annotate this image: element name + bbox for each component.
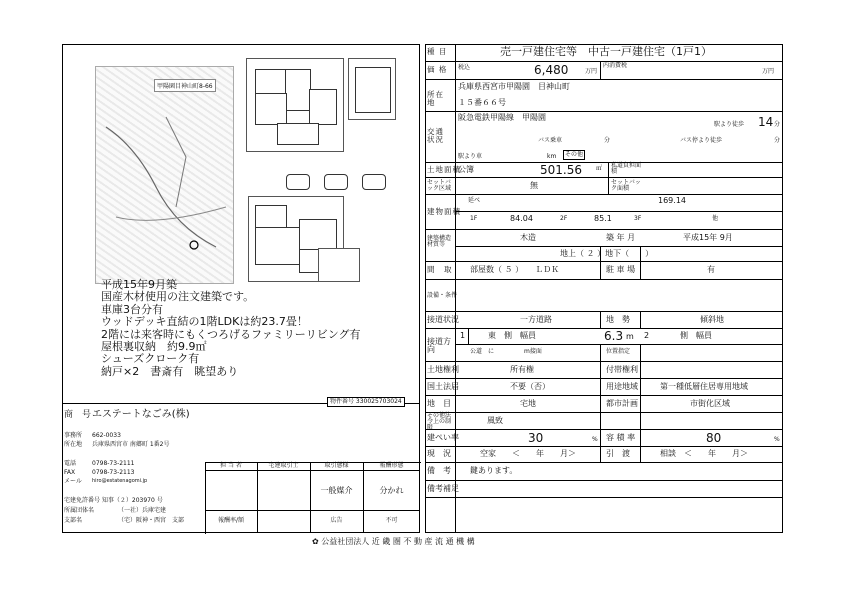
trade-name: エステートなごみ(株) (92, 409, 190, 420)
bus-walk-min: 分 (774, 137, 781, 144)
coverage-label: 建ぺい率 (427, 433, 459, 442)
header-person: 担 当 者 (220, 462, 242, 469)
zoning-value: 第一種低層住居専用地域 (660, 382, 748, 391)
facility-label: 設備・条件 (427, 292, 458, 299)
floors-value: 地上（ ２ ）地下（ ） (560, 249, 654, 258)
floor-plan-deck (318, 248, 360, 282)
land-area-value: 501.56 (540, 163, 582, 177)
office-address: 兵庫県西宮市 南郷町 1番2号 (92, 441, 170, 448)
road-width-unit: m (626, 332, 634, 341)
map-label: 甲陽園目神山町8-66 (154, 79, 216, 92)
sqm-unit: ㎡ (596, 165, 603, 172)
walk-unit: 分 (774, 121, 781, 128)
coverage-unit: % (592, 436, 598, 443)
land-area-label: 土地面積 (427, 165, 461, 174)
setback-label: セットバック区域 (427, 179, 452, 192)
header-form: 取引態様 (324, 462, 349, 469)
remarks-value: 鍵あります。 (470, 466, 518, 475)
price-label: 価 格 (427, 65, 448, 74)
desc-line: 平成15年9月築 (101, 278, 177, 291)
desc-line: ウッドデッキ直結の1階LDKは約23.7畳！ (101, 315, 308, 329)
f2-label: 2F (560, 215, 568, 222)
assoc-label: 所属団体名 (64, 507, 95, 514)
layout-value: 部屋数（ ５ ） ＬＤＫ (470, 265, 560, 274)
tax-label: 内消費税 (603, 62, 628, 69)
property-description (101, 279, 361, 378)
price-unit: 万円 (585, 68, 598, 75)
train-line: 阪急電鉄甲陽線 甲陽園 (458, 113, 546, 122)
direction-2: 2 (644, 331, 650, 340)
walk-label: 駅より徒歩 (714, 121, 745, 128)
memo-label: 備考補足 (427, 484, 459, 493)
attached-right-label: 付帯権利 (606, 365, 638, 374)
office-zip: 662-0033 (92, 432, 121, 439)
kind-label: 種 目 (427, 47, 448, 56)
price-value: 6,480 (534, 63, 569, 77)
header-fee: 報酬形態 (379, 462, 404, 469)
trade-label: 商 号 (64, 410, 92, 420)
desc-line: 2階には来客時にもくつろげるファミリーリビング有 (101, 327, 361, 341)
total-area-value: 169.14 (658, 196, 686, 205)
status-value: 空家 ＜ 年 月＞ (480, 449, 576, 458)
road-label: 接道状況 (427, 315, 459, 324)
walk-minutes: 14 (758, 115, 774, 129)
floor-plan-roof (348, 58, 396, 120)
city-plan-label: 都市計画 (606, 399, 638, 408)
direction-1: 1 (460, 331, 466, 340)
far-value: 80 (706, 431, 722, 445)
land-area-type: 公簿 (458, 165, 474, 174)
land-law-label: 国土法届 (427, 382, 459, 391)
branch-label: 支部名 (64, 517, 83, 524)
other-area-label: 他 (712, 215, 719, 222)
land-right-value: 所有権 (510, 365, 534, 374)
zoning-label: 用途地域 (606, 382, 638, 391)
f1-label: 1F (470, 215, 478, 222)
f1-area: 84.04 (510, 214, 533, 223)
other-traffic: その他 (565, 151, 584, 158)
land-right-label: 土地権利 (427, 365, 459, 374)
f2-area: 85.1 (594, 214, 612, 223)
fee-form-value: 分かれ (379, 486, 404, 495)
structure-value: 木造 (520, 233, 536, 242)
map-route-icon (96, 67, 233, 283)
mail-value: hiro@estatenagomi.jp (92, 478, 148, 484)
branch-value: （宅）阪神・西宮 支部 (118, 517, 185, 524)
terrain-label: 地 勢 (606, 315, 630, 324)
private-road: 私道負担面積 (611, 162, 642, 175)
direction-label: 接道方向 (427, 337, 451, 354)
f3-label: 3F (634, 215, 642, 222)
tel-value: 0798-73-2111 (92, 460, 135, 467)
assoc-value: （一社）兵庫宅建 (118, 507, 167, 514)
kind-value: 売一戸建住宅等 中古一戸建住宅（1戸1） (500, 45, 712, 58)
land-law-value: 不要（否） (510, 382, 550, 391)
location-map (95, 66, 234, 284)
total-area-label: 延べ (468, 197, 481, 204)
mail-label: メール (64, 478, 82, 485)
floor-plan-2f (246, 58, 344, 152)
position-designation: 位置指定 (606, 348, 631, 355)
address-line-2: １５番６６号 (458, 98, 506, 107)
limits-label: その他法令上の制限 (427, 412, 452, 431)
traffic-label: 交通状況 (427, 127, 444, 144)
bus-minutes: 分 (604, 137, 611, 144)
handover-value: 相談 ＜ 年 月＞ (660, 449, 748, 458)
setback-area-label: セットバック面積 (611, 179, 641, 192)
price-tax-prefix: 税込 (458, 64, 471, 71)
setback-value: 無 (530, 181, 538, 190)
far-unit: % (774, 436, 780, 443)
trade-form-value: 一般媒介 (320, 486, 353, 495)
tax-unit: 万円 (762, 68, 775, 75)
category-label: 地 目 (427, 399, 451, 408)
header-trade: 宅建取引士 (268, 462, 299, 469)
road-width: 6.3 (604, 329, 624, 343)
bus-stop-walk: バス停より徒歩 (680, 137, 723, 144)
desc-line: 国産木材使用の注文建築です。 (101, 290, 255, 304)
desc-line: 屋根裏収納 約9.9㎡ (101, 340, 207, 354)
fax-value: 0798-73-2113 (92, 469, 135, 476)
parking-value: 有 (707, 265, 715, 274)
org-logo-icon: ✿ (312, 537, 322, 546)
desc-line: 納戸×2 書斎有 眺望あり (101, 364, 239, 378)
desc-line: 車庫3台分有 (101, 302, 163, 316)
built-label: 築 年 月 (606, 233, 636, 242)
coverage-value: 30 (528, 431, 544, 445)
office-label: 事務所 (64, 432, 83, 439)
desc-line: シューズクローク有 (101, 352, 200, 366)
km-unit: km (547, 153, 557, 160)
direction-2-text: 側 幅員 (680, 331, 712, 340)
building-area-label: 建物面積 (427, 207, 461, 216)
address-label: 所在地 (64, 441, 83, 448)
remarks-label: 備 考 (427, 466, 451, 475)
license-number: 宅建免許番号 知事（２）203970 号 (64, 497, 163, 504)
station-car: 駅より車 (458, 153, 483, 160)
fax-label: FAX (64, 469, 76, 476)
footer-organization: ✿ 公益社団法人 近 畿 圏 不 動 産 流 通 機 構 (312, 537, 475, 546)
structure-label: 建築構造材質等 (427, 235, 452, 248)
parking-label: 駐 車 場 (606, 265, 636, 274)
address-line-1: 兵庫県西宮市甲陽園 目神山町 (458, 82, 570, 91)
bus-label: バス乗車 (538, 137, 563, 144)
terrain-value: 傾斜地 (700, 315, 724, 324)
direction-1-text: 東 側 幅員 (488, 331, 536, 340)
status-label: 現 況 (427, 449, 451, 458)
road-value: 一方道路 (520, 315, 552, 324)
public-road: 公道 に m接面 (470, 348, 542, 355)
city-plan-value: 市街化区域 (690, 399, 730, 408)
far-label: 容 積 率 (606, 433, 636, 442)
ad-value: 不可 (385, 517, 398, 524)
fee-rate-label: 報酬率/額 (217, 517, 245, 524)
category-value: 宅地 (520, 399, 536, 408)
ad-label: 広告 (330, 517, 343, 524)
handover-label: 引 渡 (606, 449, 630, 458)
layout-label: 間 取 (427, 265, 453, 274)
built-value: 平成15年 9月 (683, 233, 733, 242)
tel-label: 電話 (64, 460, 77, 467)
limits-value: 風致 (487, 416, 503, 425)
property-number: 物件番号 330025703024 (327, 397, 405, 407)
location-label: 所在地 (427, 90, 444, 107)
